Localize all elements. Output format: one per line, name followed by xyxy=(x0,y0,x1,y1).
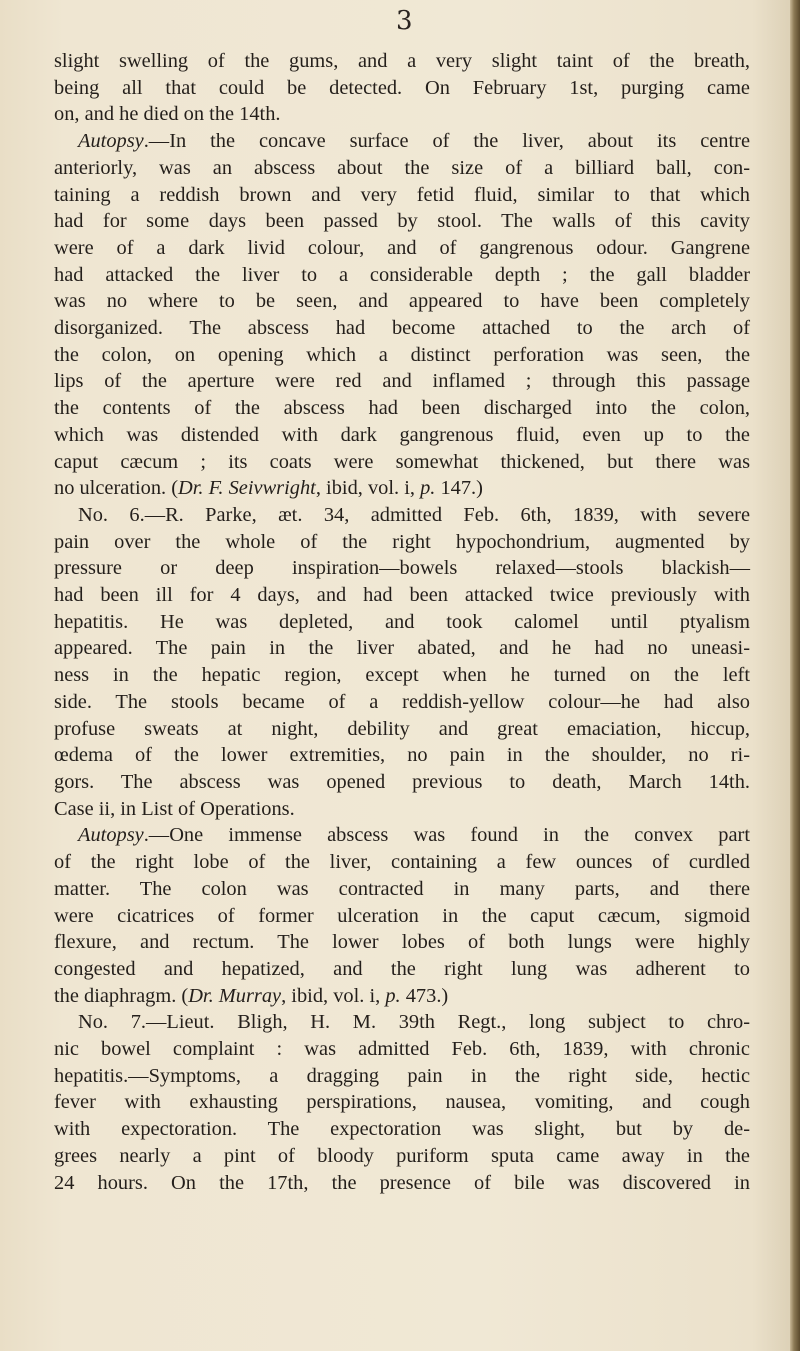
text-line: slight swelling of the gums, and a very slight taint of the breath, xyxy=(54,50,750,72)
text-line: on, and he died on the 14th. xyxy=(54,103,281,126)
text-line: œdema of the lower extremities, no pain in the shoulder, no ri- xyxy=(54,744,750,767)
text-line: had been ill for 4 days, and had been attacked twice previously with xyxy=(54,584,750,607)
text-line: caput cæcum ; its coats were somewhat thickened, but there was xyxy=(54,450,750,473)
text-line: with expectoration. The expectoration was slight, but by de- xyxy=(54,1118,750,1141)
text-line: ness in the hepatic region, except when he turned on the left xyxy=(54,664,750,687)
text-line: hepatitis. He was depleted, and took calomel until ptyalism xyxy=(54,610,750,633)
text-line: had attacked the liver to a considerable depth ; the gall bladder xyxy=(54,263,750,286)
text-line: were of a dark livid colour, and of gangrenous odour. Gangrene xyxy=(54,236,750,259)
text-line: Autopsy.—One immense abscess was found in the convex part xyxy=(78,824,750,847)
text-line: the diaphragm. (Dr. Murray, ibid, vol. i, p. 473.) xyxy=(54,984,449,1007)
text-line: were cicatrices of former ulceration in the caput cæcum, sigmoid xyxy=(54,904,750,927)
text-line: appeared. The pain in the liver abated, and he had no uneasi- xyxy=(54,637,750,660)
text-line: congested and hepatized, and the right lung was adherent to xyxy=(54,957,750,980)
text-line: Case ii, in List of Operations. xyxy=(54,797,295,820)
text-line: which was distended with dark gangrenous fluid, even up to the xyxy=(54,423,750,446)
text-line: grees nearly a pint of bloody puriform sputa came away in the xyxy=(54,1144,750,1167)
text-line: no ulceration. (Dr. F. Seivwright, ibid, vol. i, p. 147.) xyxy=(54,477,483,500)
text-line: matter. The colon was contracted in many parts, and there xyxy=(54,877,750,900)
text-line: was no where to be seen, and appeared to have been completely xyxy=(54,290,750,313)
text-line: fever with exhausting perspirations, nausea, vomiting, and cough xyxy=(54,1091,750,1114)
text-line: pressure or deep inspiration—bowels relaxed—stools blackish— xyxy=(54,557,750,580)
text-line: had for some days been passed by stool. The walls of this cavity xyxy=(54,210,750,233)
text-line: pain over the whole of the right hypochondrium, augmented by xyxy=(54,530,750,553)
body-text xyxy=(54,48,750,1196)
text-line: of the right lobe of the liver, containing a few ounces of curdled xyxy=(54,851,750,874)
text-line: anteriorly, was an abscess about the size of a billiard ball, con- xyxy=(54,156,750,179)
text-line: No. 7.—Lieut. Bligh, H. M. 39th Regt., long subject to chro- xyxy=(78,1011,750,1034)
text-line: lips of the aperture were red and inflamed ; through this passage xyxy=(54,370,750,393)
page-edge-shadow xyxy=(790,0,800,1351)
page-number: 3 xyxy=(396,6,413,36)
text-line: profuse sweats at night, debility and great emaciation, hiccup, xyxy=(54,717,750,740)
text-line: Autopsy.—In the concave surface of the liver, about its centre xyxy=(78,130,750,153)
text-line: 24 hours. On the 17th, the presence of bile was discovered in xyxy=(54,1171,750,1194)
text-line: hepatitis.—Symptoms, a dragging pain in the right side, hectic xyxy=(54,1064,750,1087)
text-line: nic bowel complaint : was admitted Feb. 6th, 1839, with chronic xyxy=(54,1038,750,1061)
text-line: taining a reddish brown and very fetid fluid, similar to that which xyxy=(54,183,750,206)
text-line: being all that could be detected. On February 1st, purging came xyxy=(54,76,750,99)
text-line: disorganized. The abscess had become attached to the arch of xyxy=(54,317,750,340)
text-line: gors. The abscess was opened previous to death, March 14th. xyxy=(54,770,750,793)
text-line: No. 6.—R. Parke, æt. 34, admitted Feb. 6th, 1839, with severe xyxy=(78,503,750,526)
text-line: the contents of the abscess had been discharged into the colon, xyxy=(54,397,750,420)
text-line: side. The stools became of a reddish-yellow colour—he had also xyxy=(54,690,750,713)
text-line: the colon, on opening which a distinct perforation was seen, the xyxy=(54,343,750,366)
text-line: flexure, and rectum. The lower lobes of both lungs were highly xyxy=(54,931,750,954)
